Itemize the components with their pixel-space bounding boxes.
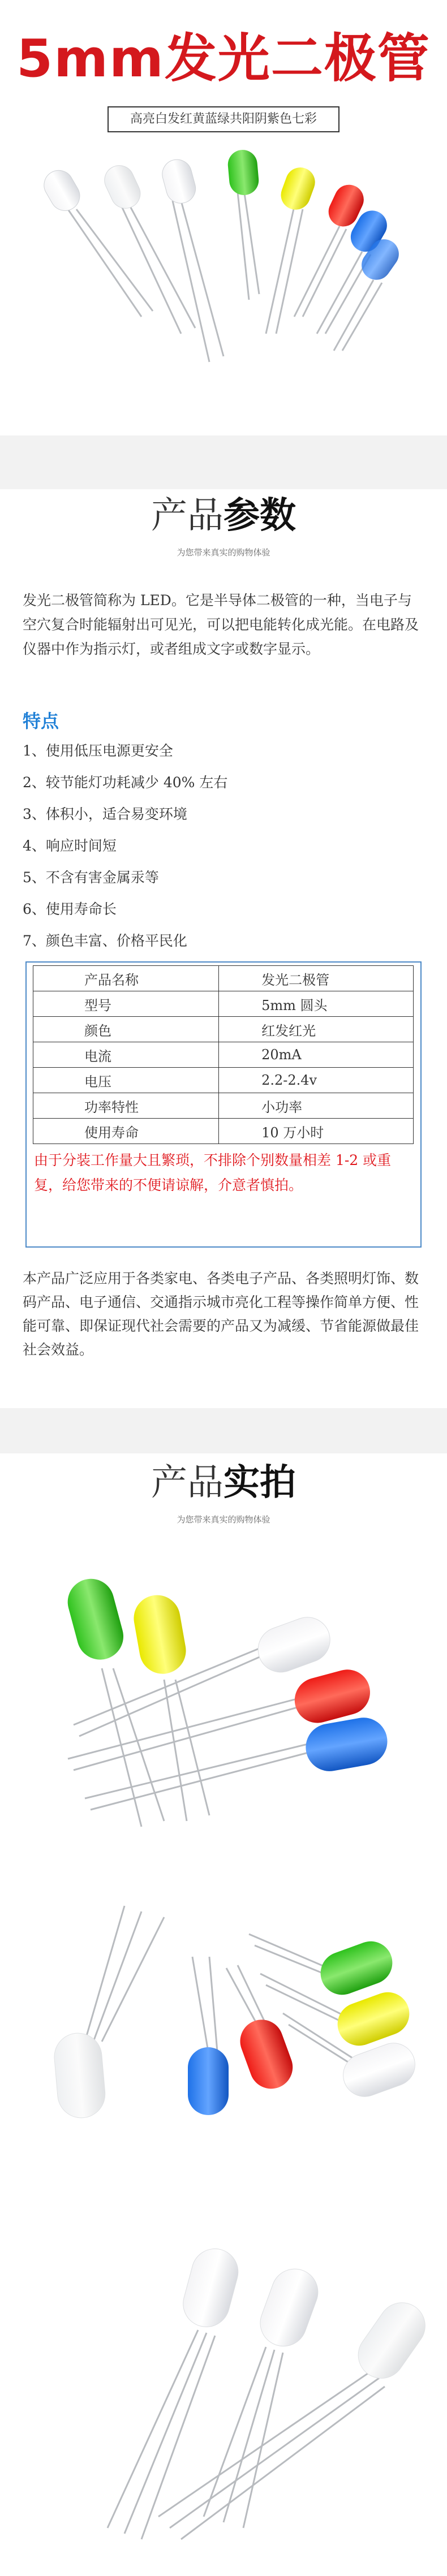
product-intro: 发光二极管简称为 LED。它是半导体二极管的一种，当电子与空穴复合时能辐射出可见光，可以把电能转化成光能。在电路及仪器中作为指示灯，或者组成文字或数字显示。 xyxy=(23,592,419,657)
feature-item: 3、体积小，适合易变环境 xyxy=(23,806,187,822)
table-row xyxy=(33,1119,414,1144)
table-row xyxy=(33,1042,414,1068)
photos-title-bold: 实拍 xyxy=(224,1462,296,1504)
notice-text: 由于分装工作量大且繁琐，不排除个别数量相差 1-2 或重复，给您带来的不便请谅解，介意者慎拍。 xyxy=(34,1152,392,1193)
product-photo-3 xyxy=(0,2234,447,2551)
spec-name: 颜色 xyxy=(33,1017,219,1042)
spec-value: 10 万小时 xyxy=(219,1119,414,1144)
feature-item: 5、不含有害金属汞等 xyxy=(23,869,159,886)
params-title xyxy=(0,495,447,537)
spec-value: 5mm 圆头 xyxy=(219,991,414,1017)
spec-name: 功率特性 xyxy=(33,1093,219,1119)
params-section-header xyxy=(0,495,447,558)
spec-name: 电压 xyxy=(33,1068,219,1093)
params-subtitle: 为您带来真实的购物体验 xyxy=(177,547,270,558)
table-row xyxy=(33,991,414,1017)
params-title-bold: 参数 xyxy=(224,495,296,537)
section-divider xyxy=(0,1408,447,1453)
spec-name: 电流 xyxy=(33,1042,219,1068)
spec-value: 发光二极管 xyxy=(219,966,414,991)
spec-value: 2.2-2.4v xyxy=(219,1068,414,1093)
feature-item: 7、颜色丰富、价格平民化 xyxy=(23,933,187,949)
hero-banner xyxy=(0,0,447,435)
photos-section-header xyxy=(0,1462,447,1525)
spec-name: 型号 xyxy=(33,991,219,1017)
feature-item: 6、使用寿命长 xyxy=(23,901,117,917)
photos-title xyxy=(0,1462,447,1504)
spec-name: 使用寿命 xyxy=(33,1119,219,1144)
spec-table xyxy=(33,965,414,1144)
features-title: 特点 xyxy=(23,710,59,732)
spec-value: 红发红光 xyxy=(219,1017,414,1042)
hero-title: 5mm发光二极管 xyxy=(16,28,431,89)
usage-text: 本产品广泛应用于各类家电、各类电子产品、各类照明灯饰、数码产品、电子通信、交通指示城市亮化工程等操作简单方便、性能可靠、即保证现代社会需要的产品又为减缓、节省能源做最佳社会效益。 xyxy=(23,1270,419,1358)
spec-value: 20mA xyxy=(219,1042,414,1068)
hero-led-product-image xyxy=(0,147,447,418)
photos-title-light: 产品 xyxy=(151,1462,224,1504)
features-list xyxy=(23,735,227,957)
photos-subtitle: 为您带来真实的购物体验 xyxy=(177,1514,270,1525)
table-row xyxy=(33,1068,414,1093)
hero-subtitle: 高亮白发红黄蓝绿共阳阴紫色七彩 xyxy=(108,106,339,132)
table-row xyxy=(33,966,414,991)
feature-item: 1、使用低压电源更安全 xyxy=(23,743,173,759)
product-photo-1 xyxy=(0,1555,447,1889)
table-row xyxy=(33,1017,414,1042)
product-photo-2 xyxy=(0,1900,447,2217)
table-row xyxy=(33,1093,414,1119)
feature-item: 2、较节能灯功耗减少 40% 左右 xyxy=(23,774,228,791)
section-divider xyxy=(0,435,447,489)
spec-name: 产品名称 xyxy=(33,966,219,991)
params-title-light: 产品 xyxy=(151,495,224,537)
feature-item: 4、响应时间短 xyxy=(23,838,117,854)
spec-value: 小功率 xyxy=(219,1093,414,1119)
